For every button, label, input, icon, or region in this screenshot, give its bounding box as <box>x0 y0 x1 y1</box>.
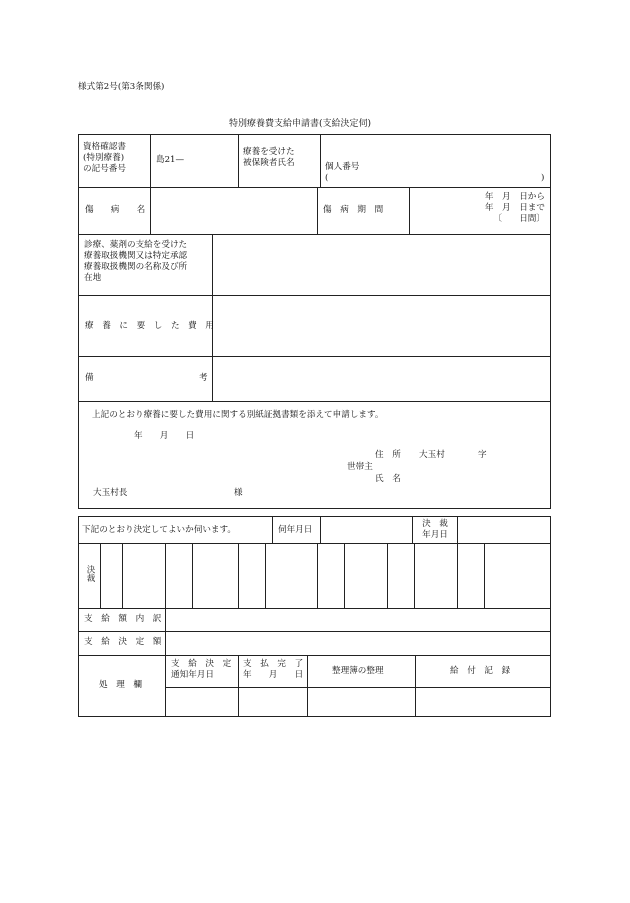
personal-number-close: ) <box>541 173 545 183</box>
injury-period-label: 傷 病 期 間 <box>323 205 384 215</box>
personal-number-label: 個人番号 <box>325 162 360 172</box>
cert-number-label: 資格確認書 (特別療養) の記号番号 <box>83 142 126 174</box>
decision-section <box>78 516 551 717</box>
injury-period-value[interactable]: 年 月 日から 年 月 日まで 〔 日間〕 <box>484 192 545 224</box>
address-label: 住 所 <box>375 450 401 460</box>
cert-number-value[interactable]: 島21— <box>156 155 185 165</box>
address-suffix: 字 <box>478 450 487 460</box>
personal-number-open: ( <box>325 173 329 183</box>
notice-date-label: 支 給 決 定 通知年月日 <box>171 659 232 680</box>
inquiry-date-label: 伺年月日 <box>278 525 313 535</box>
payment-breakdown-label: 支 給 額 内 訳 <box>84 614 162 624</box>
remarks-label: 備 <box>85 373 94 383</box>
medical-cost-label: 療 養 に 要 し た 費 用 <box>85 321 214 331</box>
benefit-record-label: 給 付 記 録 <box>450 666 511 676</box>
form-code: 様式第2号(第3条関係) <box>78 82 165 92</box>
householder-label: 世帯主 <box>347 462 373 472</box>
householder-name-label: 氏 名 <box>375 474 401 484</box>
approval-label: 決裁 <box>85 565 95 583</box>
insured-name-label: 療養を受けた 被保険者氏名 <box>243 147 295 168</box>
decision-date-label: 決 裁 年月日 <box>422 519 448 540</box>
declaration-text: 上記のとおり療養に要した費用に関する別紙証拠書類を添えて申請します。 <box>92 410 384 420</box>
inquiry-text: 下記のとおり決定してよいか伺います。 <box>82 525 237 535</box>
institution-label: 診療、薬剤の支給を受けた 療養取扱機関又は特定承認 療養取扱機関の名称及び所 在地 <box>84 240 188 283</box>
injury-name-label: 傷 病 名 <box>85 205 146 215</box>
form-title: 特別療養費支給申請書(支給決定伺) <box>229 119 372 129</box>
ledger-label: 整理簿の整理 <box>332 666 384 676</box>
application-date[interactable]: 年 月 日 <box>134 431 195 441</box>
address-value[interactable]: 大玉村 <box>419 450 445 460</box>
honorific: 様 <box>234 488 243 498</box>
remarks-label-end: 考 <box>199 373 208 383</box>
processing-label: 処 理 欄 <box>99 680 142 690</box>
payment-amount-label: 支 給 決 定 額 <box>84 637 162 647</box>
recipient: 大玉村長 <box>93 488 128 498</box>
application-section <box>78 134 551 509</box>
payment-complete-label: 支 払 完 了 年 月 日 <box>243 659 304 680</box>
